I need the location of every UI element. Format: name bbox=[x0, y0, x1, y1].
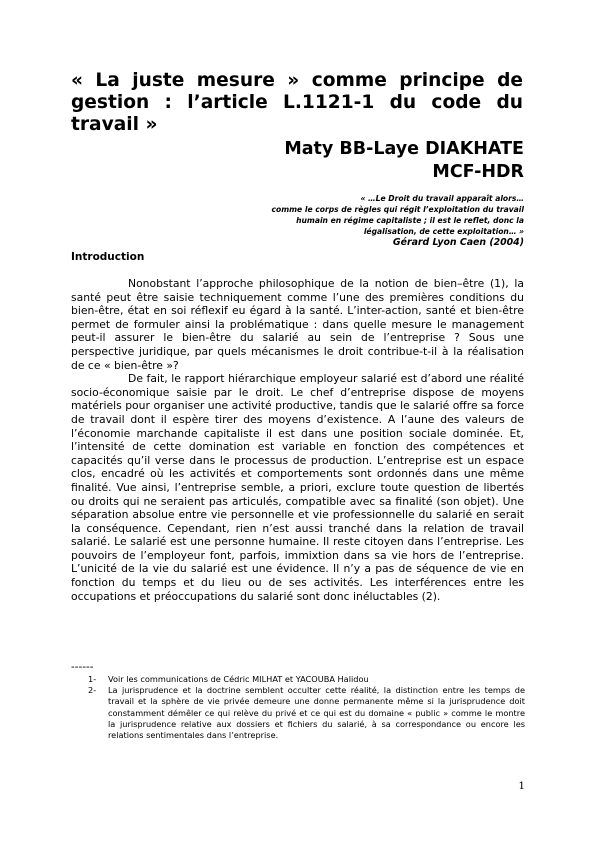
footnotes-list bbox=[88, 674, 525, 741]
footnote-item bbox=[88, 674, 525, 685]
author-rank: MCF-HDR bbox=[432, 162, 524, 182]
document-title: « La juste mesure » comme principe de gestion : l’article L.1121-1 du code du travail » bbox=[71, 70, 523, 135]
paragraph: Nonobstant l’approche philosophique de la notion de bien–être (1), la santé peut être saisie techniquement comme l’une des premières conditions du bien-être, état en soi réflexif eu égard à la santé. L’inter-action, santé et bien-être permet de formuler ainsi la problématique : dans quelle mesure le management peut-il assurer le bien-être du salarié au sein de l’entreprise ? Sous une perspective juridique, par quels mécanismes le droit contribue-t-il à la réalisation de ce « bien-être »? bbox=[71, 277, 524, 372]
section-heading-introduction: Introduction bbox=[71, 251, 145, 263]
footnote-text: Voir les communications de Cédric MILHAT et YACOUBA Halidou bbox=[108, 674, 369, 684]
footnote-number: 2- bbox=[88, 685, 97, 696]
paragraph: De fait, le rapport hiérarchique employeur salarié est d’abord une réalité socio-économique saisie par le droit. Le chef d’entreprise dispose de moyens matériels pour organiser une activité productive, tandis que le salarié offre sa force de travail dont il espère tirer des moyens d’existence. A l’aune des valeurs de l’économie marchande capitaliste il est dans une position sociale dominée. Et, l’intensité de cette domination est variable en fonction des compétences et capacités qu’il verse dans le processus de production. L’entreprise est un espace clos, encadré où les activités et comportements sont ordonnés dans une même finalité. Vue ainsi, l’entreprise semble, a priori, exclure toute question de libertés ou droits qui ne seraient pas articulés, compatible avec sa finalité (son objet). Une séparation absolue entre vie personnelle et vie professionnelle du salarié en serait la conséquence. Cependant, rien n’est aussi tranché dans la relation de travail salarié. Le salarié est une personne humaine. Il reste citoyen dans l’entreprise. Les pouvoirs de l’employeur font, parfois, immixtion dans sa vie hors de l’entreprise. L’unicité de la vie du salarié est une évidence. Il n’y a pas de séquence de vie en fonction du temps et du lieu ou de ses activités. Les interférences entre les occupations et préoccupations du salarié sont donc inéluctables (2). bbox=[71, 372, 524, 603]
footnote-separator: ------ bbox=[71, 661, 94, 673]
epigraph-line: humain en régime capitaliste ; il est le reflet, donc la bbox=[296, 216, 524, 225]
footnote-text: La jurisprudence et la doctrine semblent occulter cette réalité, la distinction entre les temps de travail et la sphère de vie privée demeure une donne permanente même si la jurisprudence doit constamment démêler ce qui relève du privé et ce qui est du domaine « public » comme le montre la jurisprudence relative aux dossiers et fichiers du salarié, à sa correspondance ou encore les relations sentimentales dans l’entreprise. bbox=[108, 685, 525, 741]
epigraph-line: comme le corps de règles qui régit l’exploitation du travail bbox=[271, 205, 524, 214]
epigraph-attribution: Gérard Lyon Caen (2004) bbox=[392, 237, 524, 248]
epigraph-line: « …Le Droit du travail apparaît alors… bbox=[360, 194, 524, 203]
page-number: 1 bbox=[518, 780, 525, 792]
author-name: Maty BB-Laye DIAKHATE bbox=[284, 139, 524, 159]
epigraph-line: légalisation, de cette exploitation… » bbox=[363, 227, 524, 236]
footnote-item bbox=[88, 685, 525, 741]
body-text bbox=[71, 277, 524, 603]
footnote-number: 1- bbox=[88, 674, 97, 684]
epigraph bbox=[204, 193, 524, 249]
